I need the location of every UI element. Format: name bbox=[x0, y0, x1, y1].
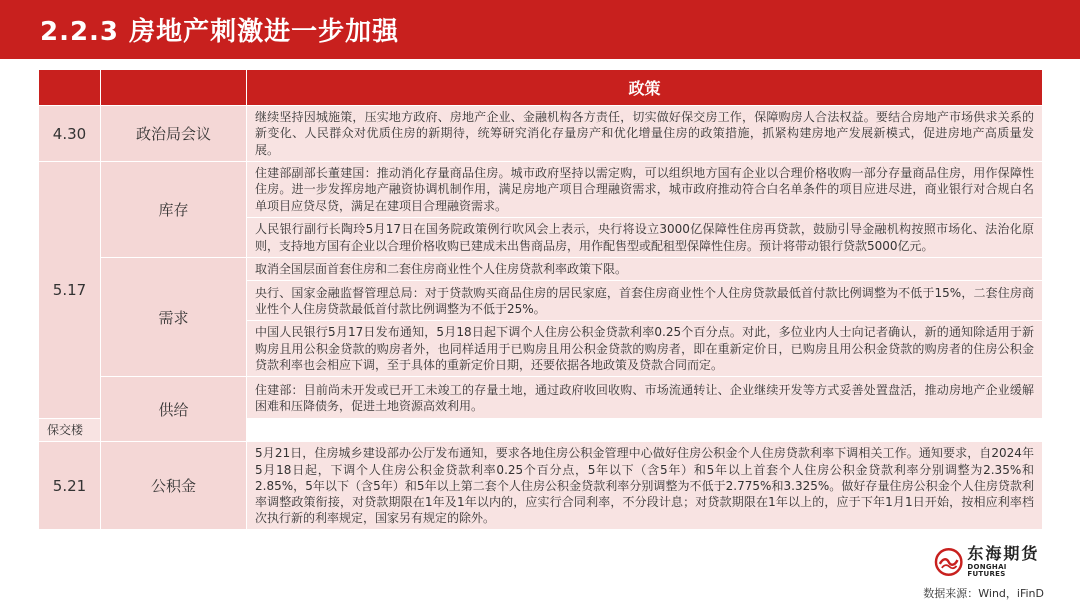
page-title bbox=[0, 0, 1080, 59]
policy-text-cell: 保交楼 bbox=[39, 419, 101, 442]
policy-text-cell: 5月21日，住房城乡建设部办公厅发布通知，要求各地住房公积金管理中心做好住房公积金个人住房贷款利率下调相关工作。通知要求，自2024年5月18日起，下调个人住房公积金贷款利率0.25个百分点，5年以下（含5年）和5年以上首套个人住房公积金贷款利率分别调整为2.35%和2.85%，5年以下（含5年）和5年以上第二套个人住房公积金贷款利率分别调整为不低于2.775%和3.325%。做好存量住房公积金个人住房贷款利率调整政策衔接，对贷款期限在1年及1年以内的，应实行合同利率，不分段计息；对贷款期限在1年以上的，应于下年1月1日开始，按相应利率档次执行新的利率规定，国家另有规定的除外。 bbox=[247, 442, 1043, 530]
header-category-cell bbox=[101, 70, 247, 106]
policy-text-cell: 住建部：目前尚未开发或已开工未竣工的存量土地，通过政府收回收购、市场流通转让、企业继续开发等方式妥善处置盘活，推动房地产企业缓解困难和压降债务，促进土地资源高效利用。 bbox=[247, 377, 1043, 419]
policy-text-cell: 人民银行副行长陶玲5月17日在国务院政策例行吹风会上表示，央行将设立3000亿保障性住房再贷款，鼓励引导金融机构按照市场化、法治化原则，支持地方国有企业以合理价格收购已建成未出售商品房，用作配售型或配租型保障性住房。预计将带动银行贷款5000亿元。 bbox=[247, 218, 1043, 258]
date-cell: 5.17 bbox=[39, 162, 101, 419]
logo-chinese-name: 东海期货 bbox=[967, 544, 1040, 563]
wave-logo-icon bbox=[934, 547, 963, 577]
policy-text-cell: 央行、国家金融监督管理总局：对于贷款购买商品住房的居民家庭，首套住房商业性个人住房贷款最低首付款比例调整为不低于15%，二套住房商业性个人住房贷款最低首付款比例调整为不低于25%。 bbox=[247, 281, 1043, 321]
table-row bbox=[39, 162, 1043, 218]
category-cell: 政治局会议 bbox=[101, 106, 247, 162]
date-cell: 4.30 bbox=[39, 106, 101, 162]
policy-text-cell: 继续坚持因城施策，压实地方政府、房地产企业、金融机构各方责任，切实做好保交房工作，保障购房人合法权益。要结合房地产市场供求关系的新变化、人民群众对优质住房的新期待，统筹研究消化存量房产和优化增量住房的政策措施，抓紧构建房地产发展新模式，促进房地产高质量发展。 bbox=[247, 106, 1043, 162]
table-row bbox=[39, 377, 1043, 419]
category-cell: 需求 bbox=[101, 258, 247, 377]
policy-text-cell: 住建部副部长董建国：推动消化存量商品住房。城市政府坚持以需定购，可以组织地方国有企业以合理价格收购一部分存量商品住房，用作保障性住房。进一步发挥房地产融资协调机制作用，满足房地产项目合理融资需求，城市政府推动符合白名单条件的项目应进尽进，商业银行对合规白名单项目应贷尽贷，满足在建项目合理融资需求。 bbox=[247, 162, 1043, 218]
table-header-row bbox=[39, 70, 1043, 106]
date-cell: 5.21 bbox=[39, 442, 101, 530]
category-cell: 供给 bbox=[101, 377, 247, 442]
category-cell: 库存 bbox=[101, 162, 247, 258]
policy-text-cell: 取消全国层面首套住房和二套住房商业性个人住房贷款利率政策下限。 bbox=[247, 258, 1043, 281]
category-cell: 公积金 bbox=[101, 442, 247, 530]
policy-table bbox=[38, 69, 1043, 530]
logo-english-name: DONGHAI FUTURES bbox=[967, 563, 1007, 578]
policy-text-cell: 中国人民银行5月17日发布通知，5月18日起下调个人住房公积金贷款利率0.25个百分点。对此，多位业内人士向记者确认，新的通知除适用于新购房且用公积金贷款的购房者外，也同样适用于已购房且用公积金贷款的购房者，即在重新定价日，已购房且用公积金贷款的购房者的住房公积金贷款利率也会相应下调，至于具体的重新定价日期，还要依据各地政策及贷款合同而定。 bbox=[247, 321, 1043, 377]
table-row bbox=[39, 258, 1043, 281]
data-source-note: 数据来源：Wind，iFinD bbox=[923, 587, 1044, 600]
column-header-policy: 政策 bbox=[247, 70, 1043, 106]
header-date-cell bbox=[39, 70, 101, 106]
table-row bbox=[39, 442, 1043, 530]
table-row bbox=[39, 106, 1043, 162]
donghai-futures-logo bbox=[934, 545, 1046, 579]
page-title-text: 2.2.3 房地产刺激进一步加强 bbox=[40, 17, 400, 47]
